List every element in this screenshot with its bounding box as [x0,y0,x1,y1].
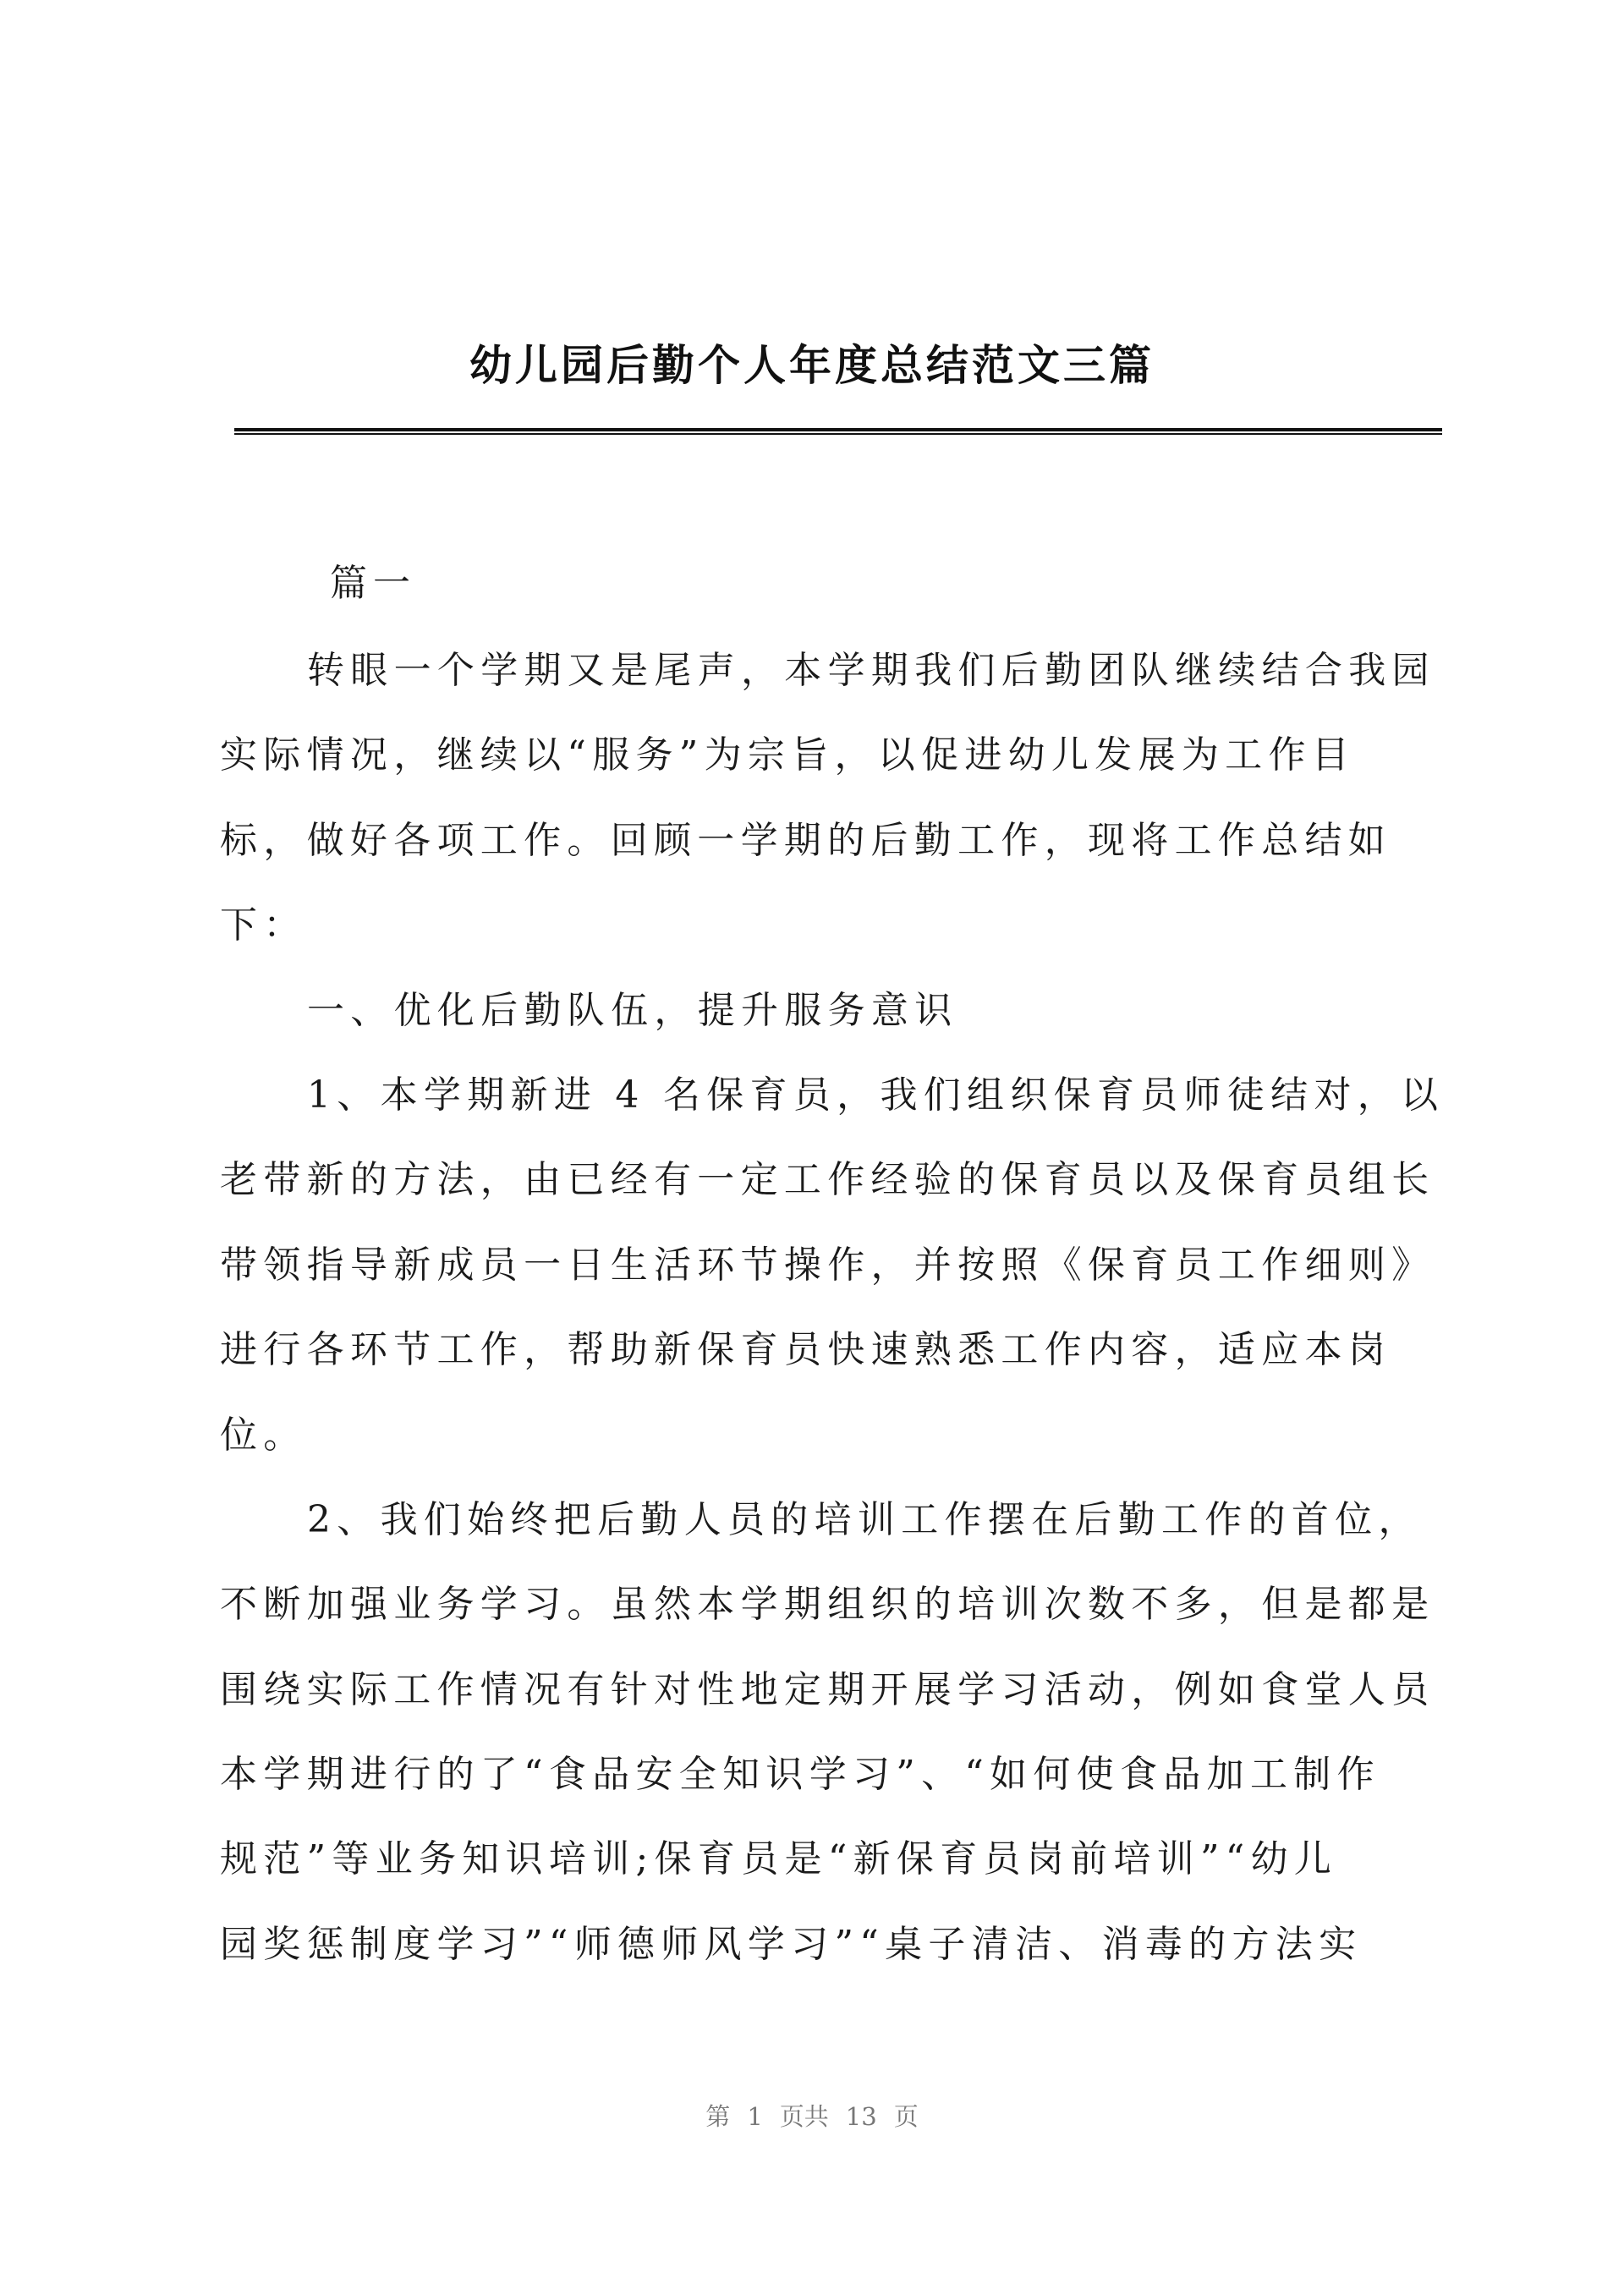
text-line: 下： [220,903,307,947]
footer-page-number: 1 [747,2102,763,2131]
text-line: 一、优化后勤队伍，提升服务意识 [307,988,958,1032]
text-line: 标，做好各项工作。回顾一学期的后勤工作，现将工作总结如 [220,818,1392,862]
footer-middle: 页共 [779,2102,829,2131]
text-line: 2、我们始终把后勤人员的培训工作摆在后勤工作的首位， [307,1497,1422,1541]
footer-suffix: 页 [893,2102,919,2131]
text-line: 本学期进行的了“食品安全知识学习”、“如何使食品加工制作 [220,1753,1380,1797]
footer-prefix: 第 [705,2102,731,2131]
text-line: 位。 [220,1413,307,1457]
text-line: 1、本学期新进 4 名保育员，我们组织保育员师徒结对，以 [307,1073,1445,1117]
text-line: 园奖惩制度学习”“师德师风学习”“桌子清洁、消毒的方法实 [220,1922,1363,1966]
text-line: 围绕实际工作情况有针对性地定期开展学习活动，例如食堂人员 [220,1667,1435,1711]
page-footer [0,2098,1624,2133]
title-double-rule [234,428,1442,436]
text-line: 带领指导新成员一日生活环节操作，并按照《保育员工作细则》 [220,1243,1435,1287]
text-line: 实际情况，继续以“服务”为宗旨，以促进幼儿发展为工作目 [220,733,1356,777]
document-body [220,629,1455,1987]
section-label: 篇一 [330,562,416,605]
text-line: 转眼一个学期又是尾声，本学期我们后勤团队继续结合我园 [307,649,1435,692]
text-line: 规范”等业务知识培训;保育员是“新保育员岗前培训”“幼儿 [220,1837,1338,1881]
text-line: 进行各环节工作，帮助新保育员快速熟悉工作内容，适应本岗 [220,1328,1392,1372]
text-line: 老带新的方法，由已经有一定工作经验的保育员以及保育员组长 [220,1158,1435,1202]
text-line: 不断加强业务学习。虽然本学期组织的培训次数不多，但是都是 [220,1583,1435,1627]
footer-total-pages: 13 [845,2102,877,2131]
document-title: 幼儿园后勤个人年度总结范文三篇 [469,341,1155,390]
